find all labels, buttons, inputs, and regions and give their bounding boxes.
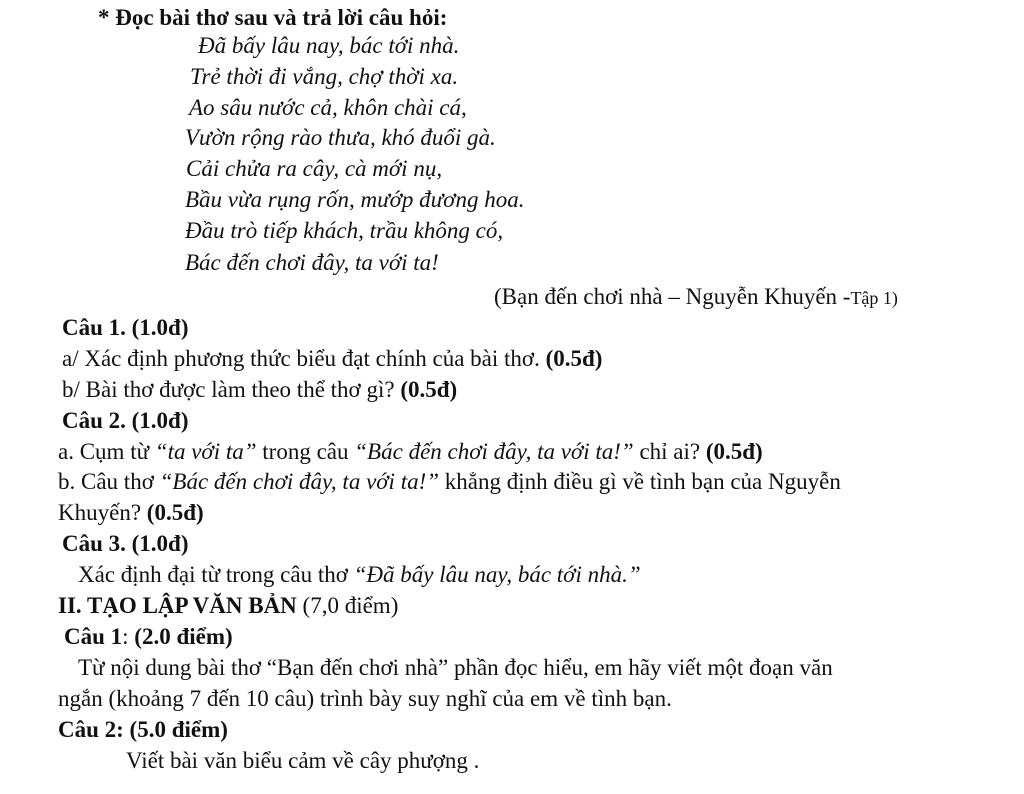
question-1b-points: (0.5đ): [400, 377, 458, 402]
question-2a-mid: trong câu: [256, 439, 355, 464]
part-2-question-1-title: Câu 1: (2.0 điểm): [64, 624, 233, 649]
part-2-heading: [58, 592, 398, 620]
question-3-quote: “Đã bấy lâu nay, bác tới nhà.”: [353, 562, 641, 587]
poem-line-8: Bác đến chơi đây, ta với ta!: [185, 250, 439, 275]
question-2a-quote-2: “Bác đến chơi đây, ta với ta!”: [354, 439, 634, 464]
part-2-points: (7,0 điểm): [302, 593, 399, 618]
question-2b-quote: “Bác đến chơi đây, ta với ta!”: [159, 469, 440, 494]
question-2a-quote-1: “ta với ta”: [154, 439, 257, 464]
question-2a-post: chỉ ai?: [633, 439, 701, 464]
question-3: [78, 561, 641, 589]
poem-line-6: Bầu vừa rụng rốn, mướp đương hoa.: [185, 187, 525, 212]
question-2-title: Câu 2. (1.0đ): [62, 408, 189, 433]
part-2-question-1-line-2: ngắn (khoảng 7 đến 10 câu) trình bày suy nghĩ của em về tình bạn.: [58, 686, 672, 711]
poem-line-3: Ao sâu nước cả, khôn chài cá,: [189, 95, 467, 120]
question-1a: [62, 345, 602, 373]
poem-line-4: Vườn rộng rào thưa, khó đuổi gà.: [185, 125, 496, 150]
question-2b-pre: b. Câu thơ: [58, 469, 160, 494]
question-2a-points: (0.5đ): [705, 439, 763, 464]
poem-line-2: Trẻ thời đi vắng, chợ thời xa.: [190, 64, 459, 89]
question-2b: [58, 468, 841, 496]
question-2b-points: (0.5đ): [146, 500, 204, 525]
part-2-title: II. TẠO LẬP VĂN BẢN: [58, 593, 297, 618]
question-1b-text: b/ Bài thơ được làm theo thể thơ gì?: [62, 377, 395, 402]
part-2-question-1-line-1: Từ nội dung bài thơ “Bạn đến chơi nhà” phần đọc hiểu, em hãy viết một đoạn văn: [78, 655, 833, 680]
instruction-header: * Đọc bài thơ sau và trả lời câu hỏi:: [98, 5, 448, 30]
question-1b: [62, 376, 457, 404]
part-2-question-2-title: Câu 2: (5.0 điểm): [58, 717, 228, 742]
question-3-title: Câu 3. (1.0đ): [62, 531, 189, 556]
question-2b-continued: [58, 499, 204, 527]
question-2b-post: khẳng định điều gì về tình bạn của Nguyễn: [439, 469, 841, 494]
question-3-text: Xác định đại từ trong câu thơ: [78, 562, 354, 587]
poem-line-5: Cải chửa ra cây, cà mới nụ,: [186, 156, 443, 181]
part-2-question-2-text: Viết bài văn biểu cảm về cây phượng .: [126, 748, 480, 773]
poem-source-volume: Tập 1): [850, 288, 898, 308]
poem-line-1: Đã bấy lâu nay, bác tới nhà.: [198, 33, 460, 58]
question-1a-points: (0.5đ): [545, 346, 603, 371]
part-2-question-1-points: (2.0 điểm): [134, 624, 233, 649]
part-2-question-1-label: Câu 1: [64, 624, 123, 649]
poem-source: [494, 283, 898, 312]
question-2a: [58, 438, 763, 466]
poem-source-main: (Bạn đến chơi nhà – Nguyễn Khuyến -: [494, 284, 851, 309]
question-1-title: Câu 1. (1.0đ): [62, 315, 189, 340]
poem-line-7: Đầu trò tiếp khách, trầu không có,: [185, 218, 504, 243]
question-2b-cont: Khuyến?: [58, 500, 142, 525]
question-1a-text: a/ Xác định phương thức biểu đạt chính của bài thơ.: [62, 346, 540, 371]
question-2a-pre: a. Cụm từ: [58, 439, 155, 464]
